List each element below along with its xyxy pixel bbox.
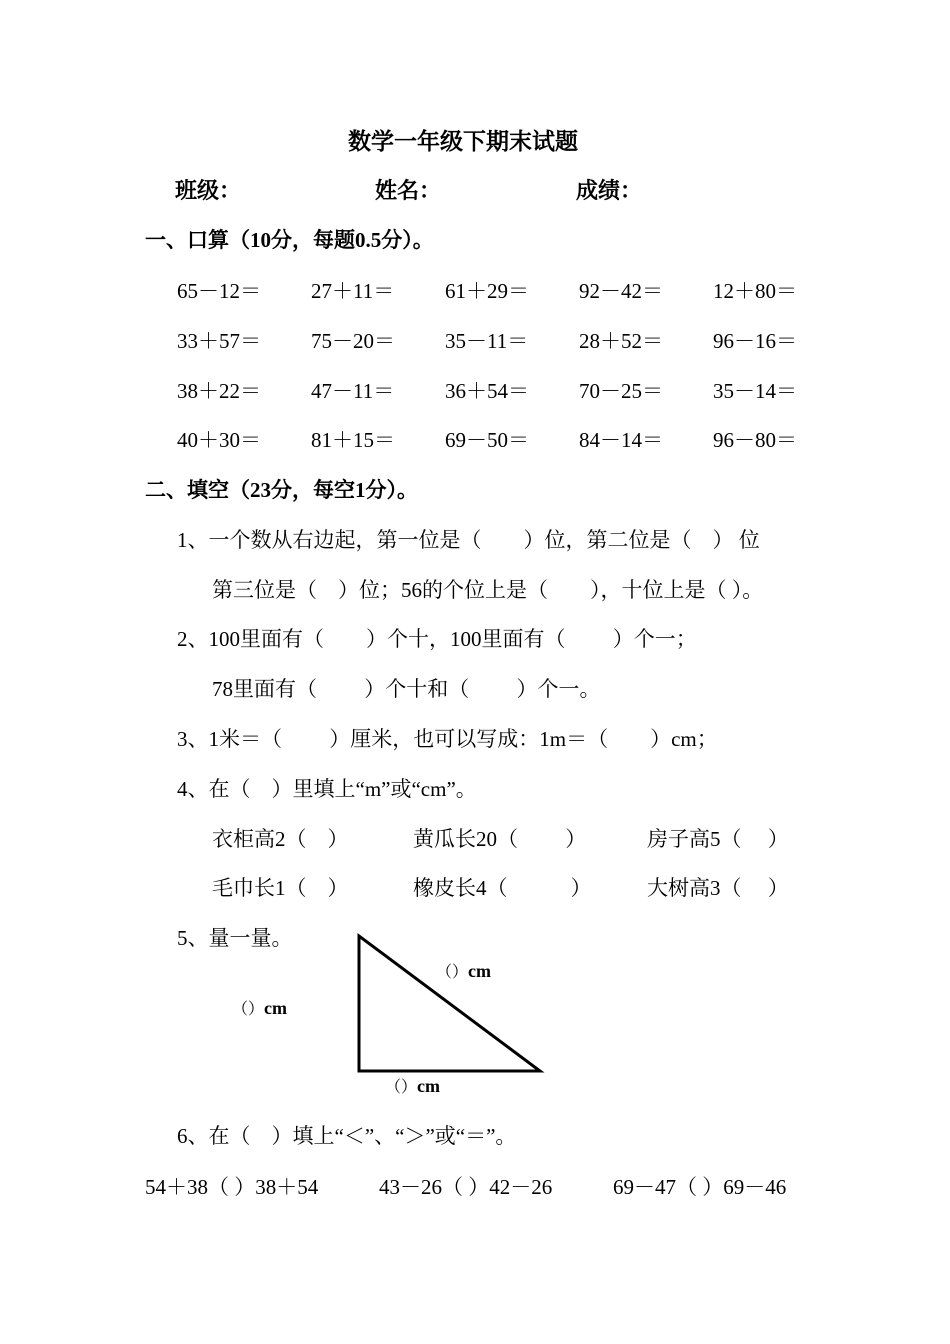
compare-item: 69－47（ ）69－46 xyxy=(613,1175,787,1199)
q4-item: 房子高5（ ） xyxy=(647,827,789,851)
arith-item: 92－42＝ xyxy=(579,279,663,303)
q4-item: 衣柜高2（ ） xyxy=(212,827,349,851)
arith-item: 96－16＝ xyxy=(713,329,797,353)
class-label: 班级： xyxy=(175,178,242,203)
q6: 6、在（ ）填上“＜”、“＞”或“＝”。 xyxy=(177,1124,517,1148)
q4-item: 橡皮长4（ ） xyxy=(413,876,592,900)
hypotenuse-label: （）cm xyxy=(436,961,491,981)
q2-line1: 2、100里面有（ ）个十，100里面有（ ）个一； xyxy=(177,627,697,651)
score-label: 成绩： xyxy=(576,178,643,203)
page-title: 数学一年级下期末试题 xyxy=(348,129,578,154)
arith-item: 35－11＝ xyxy=(445,329,529,353)
arith-item: 36＋54＝ xyxy=(445,379,529,403)
right-triangle-figure xyxy=(340,925,550,1077)
arith-item: 84－14＝ xyxy=(579,428,663,452)
arith-item: 70－25＝ xyxy=(579,379,663,403)
arith-item: 47－11＝ xyxy=(311,379,395,403)
arith-item: 27＋11＝ xyxy=(311,279,395,303)
arith-item: 96－80＝ xyxy=(713,428,797,452)
compare-item: 54＋38（ ）38＋54 xyxy=(145,1175,319,1199)
vertical-side-label: （）cm xyxy=(232,998,287,1018)
arith-item: 75－20＝ xyxy=(311,329,395,353)
arith-item: 81＋15＝ xyxy=(311,428,395,452)
section1-heading: 一、口算（10分，每题0.5分）。 xyxy=(145,228,434,252)
q4-item: 黄瓜长20（ ） xyxy=(413,827,587,851)
q1-line2: 第三位是（ ）位；56的个位上是（ ），十位上是（ ）。 xyxy=(212,578,764,602)
arith-item: 69－50＝ xyxy=(445,428,529,452)
q4-item: 大树高3（ ） xyxy=(647,876,789,900)
section2-heading: 二、填空（23分，每空1分）。 xyxy=(145,478,418,502)
arith-item: 33＋57＝ xyxy=(177,329,261,353)
q1-line1: 1、一个数从右边起，第一位是（ ）位，第二位是（ ） 位 xyxy=(177,528,760,552)
arith-item: 61＋29＝ xyxy=(445,279,529,303)
q2-line2: 78里面有（ ）个十和（ ）个一。 xyxy=(212,677,601,701)
arith-item: 40＋30＝ xyxy=(177,428,261,452)
q4: 4、在（ ）里填上“m”或“cm”。 xyxy=(177,777,477,801)
q3: 3、1米＝（ ）厘米，也可以写成：1m＝（ ）cm； xyxy=(177,727,718,751)
arith-item: 38＋22＝ xyxy=(177,379,261,403)
compare-item: 43－26（ ）42－26 xyxy=(379,1175,553,1199)
q5: 5、量一量。 xyxy=(177,926,293,950)
arith-item: 35－14＝ xyxy=(713,379,797,403)
arith-item: 12＋80＝ xyxy=(713,279,797,303)
q4-item: 毛巾长1（ ） xyxy=(212,876,349,900)
base-side-label: （）cm xyxy=(385,1076,440,1096)
arith-item: 65－12＝ xyxy=(177,279,261,303)
arith-item: 28＋52＝ xyxy=(579,329,663,353)
name-label: 姓名： xyxy=(375,178,442,203)
